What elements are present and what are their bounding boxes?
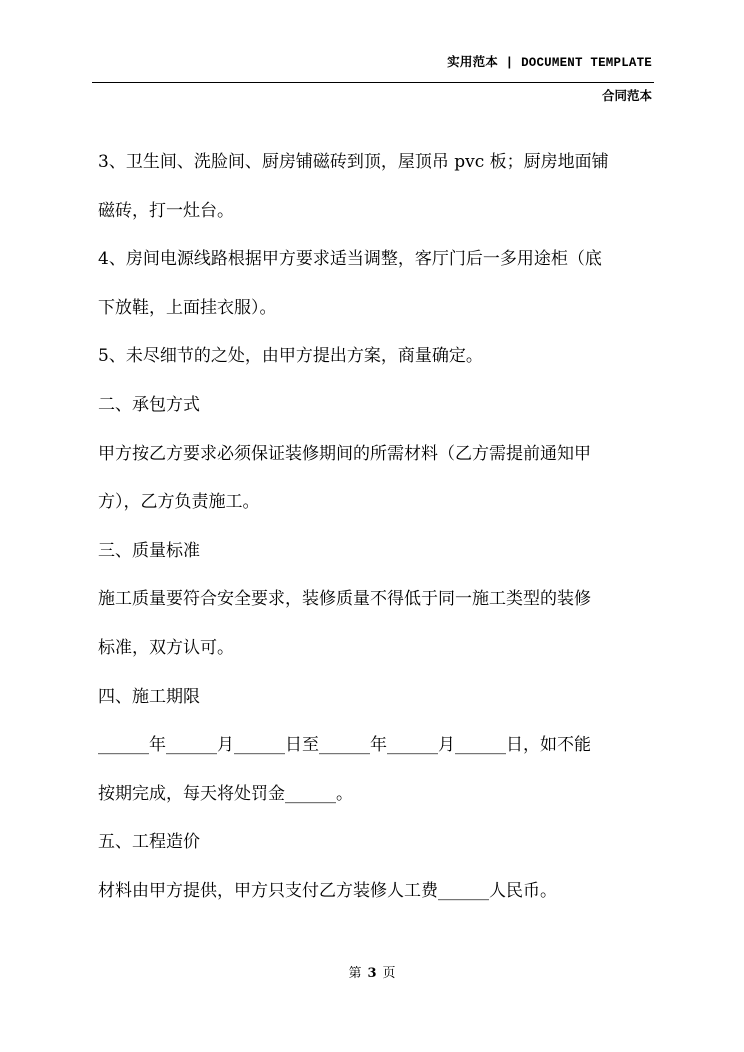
text-line: 4、房间电源线路根据甲方要求适当调整，客厅门后一多用途柜（底	[98, 249, 602, 270]
header-divider	[92, 82, 654, 83]
page-number-prefix: 第	[348, 966, 362, 981]
text-line: 方），乙方负责施工。	[98, 492, 260, 513]
section-heading: 五、工程造价	[98, 832, 200, 853]
page-header-subtitle: 合同范本	[601, 88, 652, 103]
text-line: 甲方按乙方要求必须保证装修期间的所需材料（乙方需提前通知甲	[98, 443, 591, 464]
page-number-value: 3	[367, 966, 377, 981]
page-number	[0, 962, 744, 981]
text-line: 3、卫生间、洗脸间、厨房铺磁砖到顶，屋顶吊 pvc 板；厨房地面铺	[98, 152, 609, 172]
section-heading: 二、承包方式	[98, 394, 200, 415]
text-line: 磁砖，打一灶台。	[98, 200, 234, 221]
document-body	[98, 138, 658, 916]
text-line: 材料由甲方提供，甲方只支付乙方装修人工费______人民币。	[98, 880, 557, 901]
section-heading: 四、施工期限	[98, 686, 200, 707]
text-line: 施工质量要符合安全要求，装修质量不得低于同一施工类型的装修	[98, 589, 591, 610]
text-line: 5、未尽细节的之处，由甲方提出方案，商量确定。	[98, 346, 483, 367]
page-header-title: 实用范本 | DOCUMENT TEMPLATE	[447, 56, 652, 70]
text-line: ______年______月______日至______年______月______日，如不能	[98, 735, 591, 756]
text-line: 下放鞋，上面挂衣服）。	[98, 297, 277, 318]
section-heading: 三、质量标准	[98, 540, 200, 561]
text-line: 标准，双方认可。	[98, 637, 234, 658]
text-line: 按期完成，每天将处罚金______。	[98, 783, 353, 804]
page-number-suffix: 页	[382, 966, 396, 981]
